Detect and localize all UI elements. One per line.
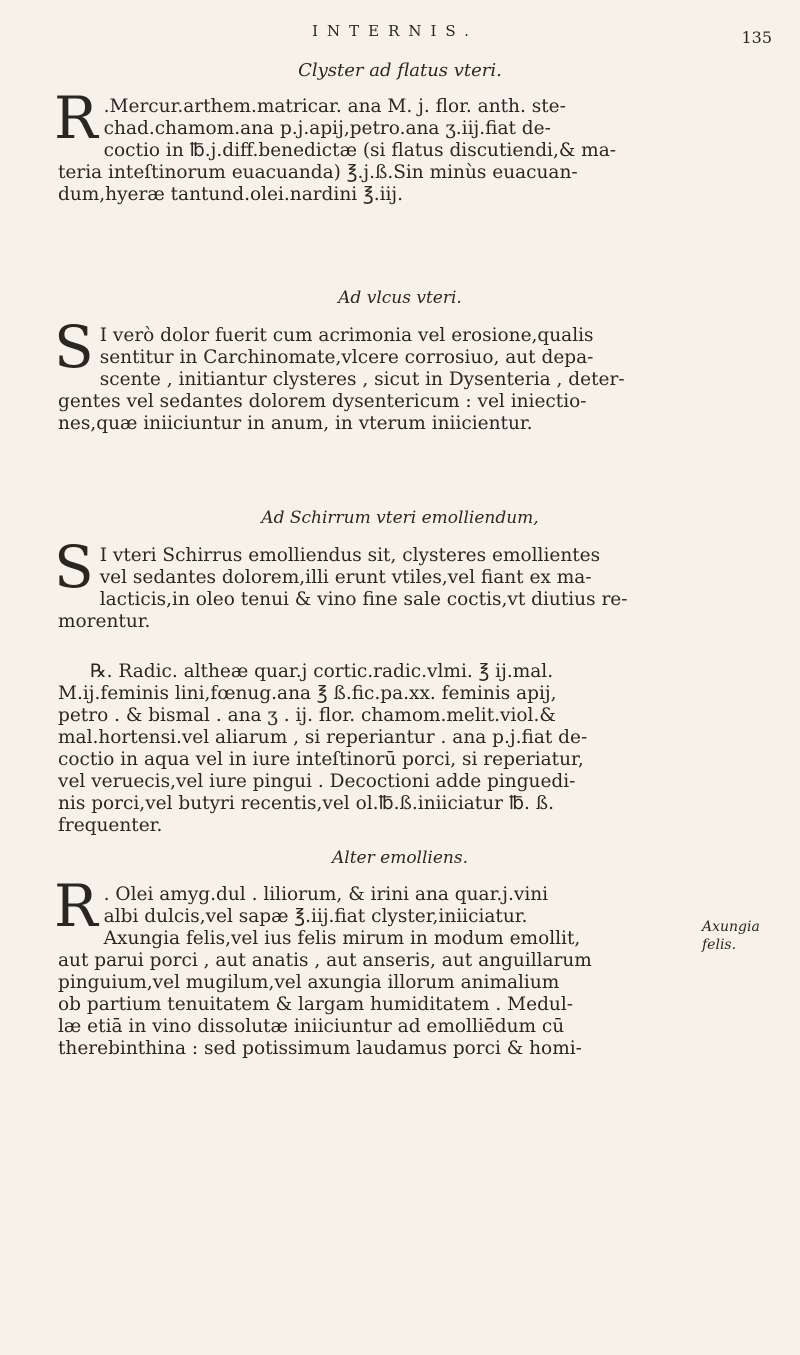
drop-capital: R xyxy=(54,872,98,940)
page-number: 135 xyxy=(741,28,772,47)
text-line: teria inteſtinorum euacuanda) ℥.j.ß.Sin minùs euacuan- xyxy=(58,162,578,183)
text-line: nis porci,vel butyri recentis,vel ol.℔.ß.iniiciatur ℔. ß. xyxy=(58,793,554,814)
text-line: lacticis,in oleo tenui & vino fine sale coctis,vt diutius re- xyxy=(99,589,628,610)
paragraph-alter-emolliens xyxy=(54,872,778,1060)
text-line: ℞. Radic. altheæ quar.j cortic.radic.vlmi. ℥ ij.mal. xyxy=(90,661,554,682)
text-line: Axungia felis,vel ius felis mirum in modum emollit, xyxy=(103,928,581,949)
text-line: mal.hortensi.vel aliarum , si reperiantur . ana p.j.fiat de- xyxy=(58,727,588,748)
text-line: vel veruecis,vel iure pingui . Decoctioni adde pinguedi- xyxy=(58,771,576,792)
section-heading-alter-emolliens: Alter emolliens. xyxy=(332,848,468,868)
drop-capital: S xyxy=(54,313,94,381)
text-line: scente , initiantur clysteres , sicut in Dysenteria , deter- xyxy=(99,369,625,390)
text-line: pinguium,vel mugilum,vel axungia illorum animalium xyxy=(58,972,560,993)
text-line: . Olei amyg.dul . liliorum, & irini ana quar.j.vini xyxy=(103,884,549,905)
text-line: nes,quæ iniiciuntur in anum, in vterum iniicientur. xyxy=(58,413,533,434)
text-line: coctio in ℔.j.diff.benedictæ (si flatus discutiendi,& ma- xyxy=(103,140,616,161)
text-line: M.ij.feminis lini,fœnug.ana ℥ ß.fic.pa.xx. feminis apij, xyxy=(58,683,557,704)
text-line: I vteri Schirrus emolliendus sit, clysteres emollientes xyxy=(99,545,601,566)
paragraph-vlcus xyxy=(54,313,778,435)
text-line: .Mercur.arthem.matricar. ana M. j. flor. anth. ste- xyxy=(103,96,566,117)
section-heading-schirrum: Ad Schirrum vteri emolliendum, xyxy=(261,508,539,528)
section-heading-vlcus: Ad vlcus vteri. xyxy=(338,288,462,308)
text-line: ob partium tenuitatem & largam humiditatem . Medul- xyxy=(58,994,573,1015)
text-line: læ etiā in vino dissolutæ iniiciuntur ad emolliēdum cū xyxy=(58,1016,565,1037)
text-line: petro . & bismal . ana ʒ . ij. flor. chamom.melit.viol.& xyxy=(58,705,556,726)
text-line: albi dulcis,vel sapæ ℥.iij.fiat clyster,iniiciatur. xyxy=(103,906,528,927)
text-line: morentur. xyxy=(58,611,151,632)
drop-capital: R xyxy=(54,84,98,152)
text-line: vel sedantes dolorem,illi erunt vtiles,vel fiant ex ma- xyxy=(99,567,592,588)
text-line: therebinthina : sed potissimum laudamus porci & homi- xyxy=(58,1038,582,1059)
text-line: sentitur in Carchinomate,vlcere corrosiuo, aut depa- xyxy=(99,347,594,368)
drop-capital: S xyxy=(54,533,94,601)
section-heading-flatus: Clyster ad flatus vteri. xyxy=(298,60,502,81)
text-line: dum,hyeræ tantund.olei.nardini ℥.iij. xyxy=(58,184,404,205)
text-line: coctio in aqua vel in iure inteſtinorū porci, si reperiatur, xyxy=(58,749,584,770)
text-line: aut parui porci , aut anatis , aut anseris, aut anguillarum xyxy=(58,950,592,971)
running-head: INTERNIS. xyxy=(312,22,478,40)
text-line: chad.chamom.ana p.j.apij,petro.ana ʒ.iij.fiat de- xyxy=(103,118,551,139)
paragraph-flatus xyxy=(54,84,778,206)
text-line: I verò dolor fuerit cum acrimonia vel erosione,qualis xyxy=(99,325,594,346)
recipe-paragraph xyxy=(58,661,778,837)
text-line: frequenter. xyxy=(58,815,163,836)
marginal-note: Axungia felis. xyxy=(702,919,760,953)
text-line: gentes vel sedantes dolorem dysentericum : vel iniectio- xyxy=(58,391,587,412)
paragraph-schirrum xyxy=(54,533,778,633)
